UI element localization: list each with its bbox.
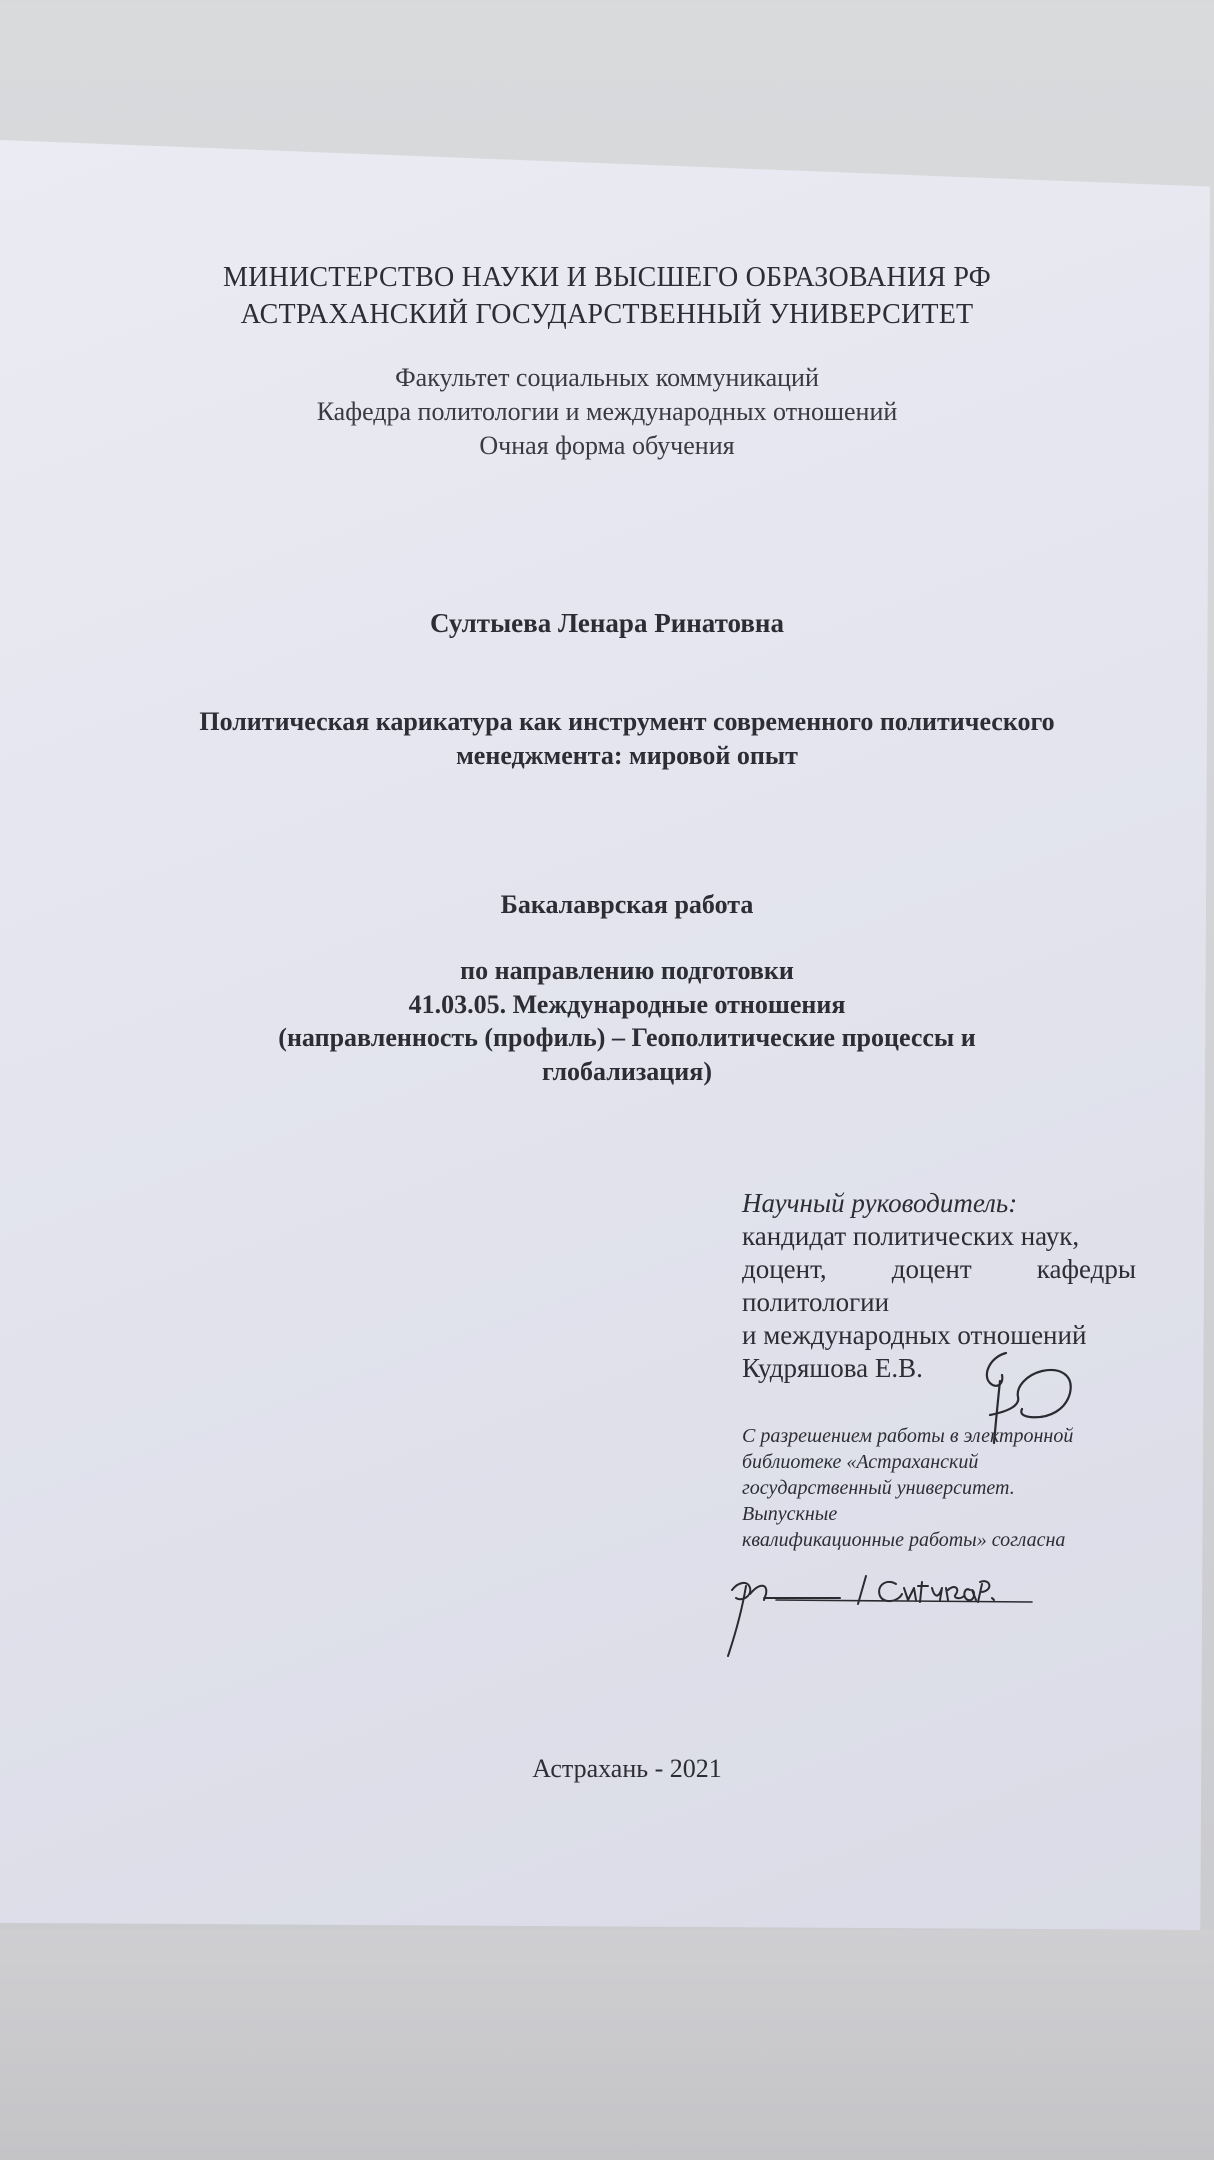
supervisor-degree: кандидат политических наук, bbox=[742, 1221, 1080, 1251]
profile-line-1: (направленность (профиль) – Геополитические процессы и bbox=[278, 1023, 976, 1052]
supervisor-position: доцент, доцент кафедры bbox=[742, 1254, 1136, 1284]
permission-line-1: С разрешением работы в электронной bbox=[742, 1425, 1074, 1447]
ministry-heading: МИНИСТЕРСТВО НАУКИ И ВЫСШЕГО ОБРАЗОВАНИЯ РФ bbox=[223, 262, 991, 293]
direction-code: 41.03.05. Международные отношения bbox=[408, 990, 846, 1019]
desk-surface bbox=[0, 1930, 1214, 2160]
permission-line-2: библиотеке «Астраханский bbox=[742, 1451, 979, 1473]
thesis-title-line-2: менеджмента: мировой опыт bbox=[456, 741, 798, 770]
department-line: Кафедра политологии и международных отношений bbox=[316, 397, 898, 426]
study-form-line: Очная форма обучения bbox=[479, 431, 735, 460]
permission-line-5: квалификационные работы» согласна bbox=[742, 1529, 1066, 1551]
thesis-title-line-1: Политическая карикатура как инструмент современного политического bbox=[199, 707, 1055, 736]
author-name: Султыева Ленара Ринатовна bbox=[430, 608, 784, 638]
supervisor-department-2: и международных отношений bbox=[742, 1320, 1087, 1350]
city-year: Астрахань - 2021 bbox=[532, 1754, 722, 1783]
supervisor-department-1: политологии bbox=[742, 1287, 890, 1317]
student-signature-icon bbox=[720, 1560, 1050, 1660]
university-heading: АСТРАХАНСКИЙ ГОСУДАРСТВЕННЫЙ УНИВЕРСИТЕТ bbox=[240, 299, 974, 330]
work-type: Бакалаврская работа bbox=[500, 890, 754, 919]
permission-block bbox=[742, 1423, 1142, 1553]
supervisor-name: Кудряшова Е.В. bbox=[742, 1353, 923, 1383]
faculty-line: Факультет социальных коммуникаций bbox=[395, 363, 819, 392]
supervisor-heading: Научный руководитель: bbox=[742, 1188, 1018, 1218]
permission-line-4: Выпускные bbox=[742, 1503, 838, 1525]
permission-line-3: государственный университет. bbox=[742, 1477, 1015, 1499]
profile-line-2: глобализация) bbox=[541, 1057, 712, 1086]
direction-intro: по направлению подготовки bbox=[460, 956, 794, 985]
